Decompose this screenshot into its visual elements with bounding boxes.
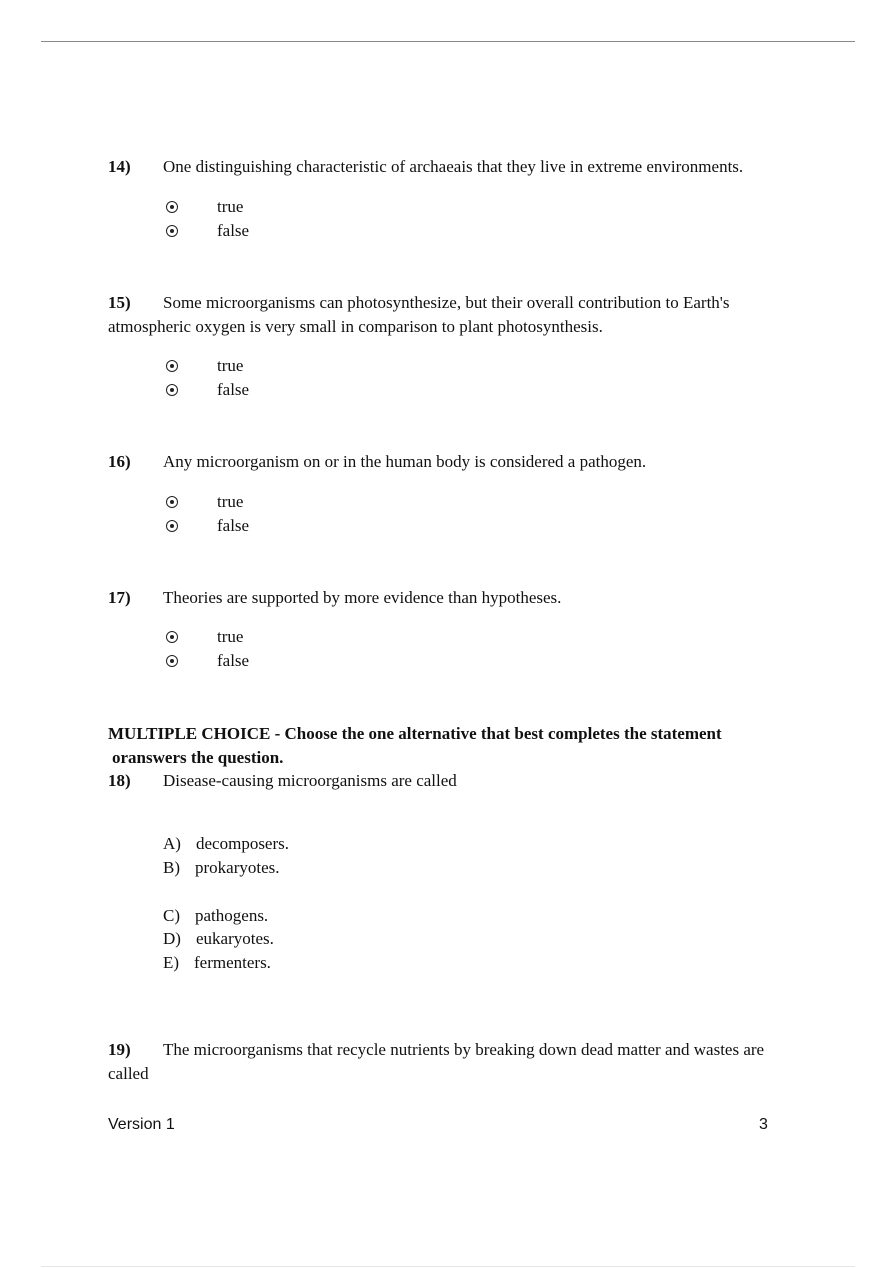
choice-letter: B): [163, 858, 180, 877]
choice-text: eukaryotes.: [196, 929, 274, 948]
question-text-line1: The microorganisms that recycle nutrients by breaking down dead matter and wastes are: [163, 1040, 765, 1059]
option-true-label: true: [217, 492, 244, 511]
radio-false[interactable]: [166, 520, 178, 532]
option-false-label: false: [217, 380, 250, 399]
option-true-label: true: [217, 197, 244, 216]
question-text: Theories are supported by more evidence than hypotheses.: [163, 588, 562, 607]
option-true-label: true: [217, 627, 244, 646]
question-number: 14): [108, 157, 131, 176]
question-text: One distinguishing characteristic of archaeais that they live in extreme environments.: [163, 157, 744, 176]
question-text: Disease-causing microorganisms are called: [163, 771, 457, 790]
question-text: Any microorganism on or in the human body is considered a pathogen.: [163, 452, 647, 471]
question-number: 16): [108, 452, 131, 471]
question-text-line2: atmospheric oxygen is very small in comparison to plant photosynthesis.: [108, 317, 603, 336]
question-number: 18): [108, 771, 131, 790]
section-heading-line2: oranswers the question.: [112, 748, 284, 767]
choice-letter: E): [163, 953, 180, 972]
radio-true[interactable]: [166, 360, 178, 372]
choice-text: prokaryotes.: [195, 858, 280, 877]
radio-true[interactable]: [166, 496, 178, 508]
choice-letter: D): [163, 929, 181, 948]
question-number: 17): [108, 588, 131, 607]
question-number: 19): [108, 1040, 131, 1059]
page-number: 3: [759, 1116, 768, 1133]
choice-letter: C): [163, 906, 180, 925]
section-heading-line1: MULTIPLE CHOICE - Choose the one alternative that best completes the statement: [108, 724, 722, 743]
radio-true[interactable]: [166, 631, 178, 643]
option-false-label: false: [217, 651, 250, 670]
page-bottom-edge: [41, 1266, 855, 1267]
choice-text: fermenters.: [194, 953, 271, 972]
radio-true[interactable]: [166, 201, 178, 213]
choice-letter: A): [163, 834, 181, 853]
question-text-line1: Some microorganisms can photosynthesize, but their overall contribution to Earth's: [163, 293, 730, 312]
option-false-label: false: [217, 516, 250, 535]
option-false-label: false: [217, 221, 250, 240]
header-rule: [41, 41, 855, 42]
footer-version: Version 1: [108, 1116, 175, 1133]
radio-false[interactable]: [166, 655, 178, 667]
radio-false[interactable]: [166, 384, 178, 396]
option-true-label: true: [217, 356, 244, 375]
choice-text: decomposers.: [196, 834, 290, 853]
question-text-line2: called: [108, 1064, 149, 1083]
radio-false[interactable]: [166, 225, 178, 237]
question-number: 15): [108, 293, 131, 312]
choice-text: pathogens.: [195, 906, 269, 925]
